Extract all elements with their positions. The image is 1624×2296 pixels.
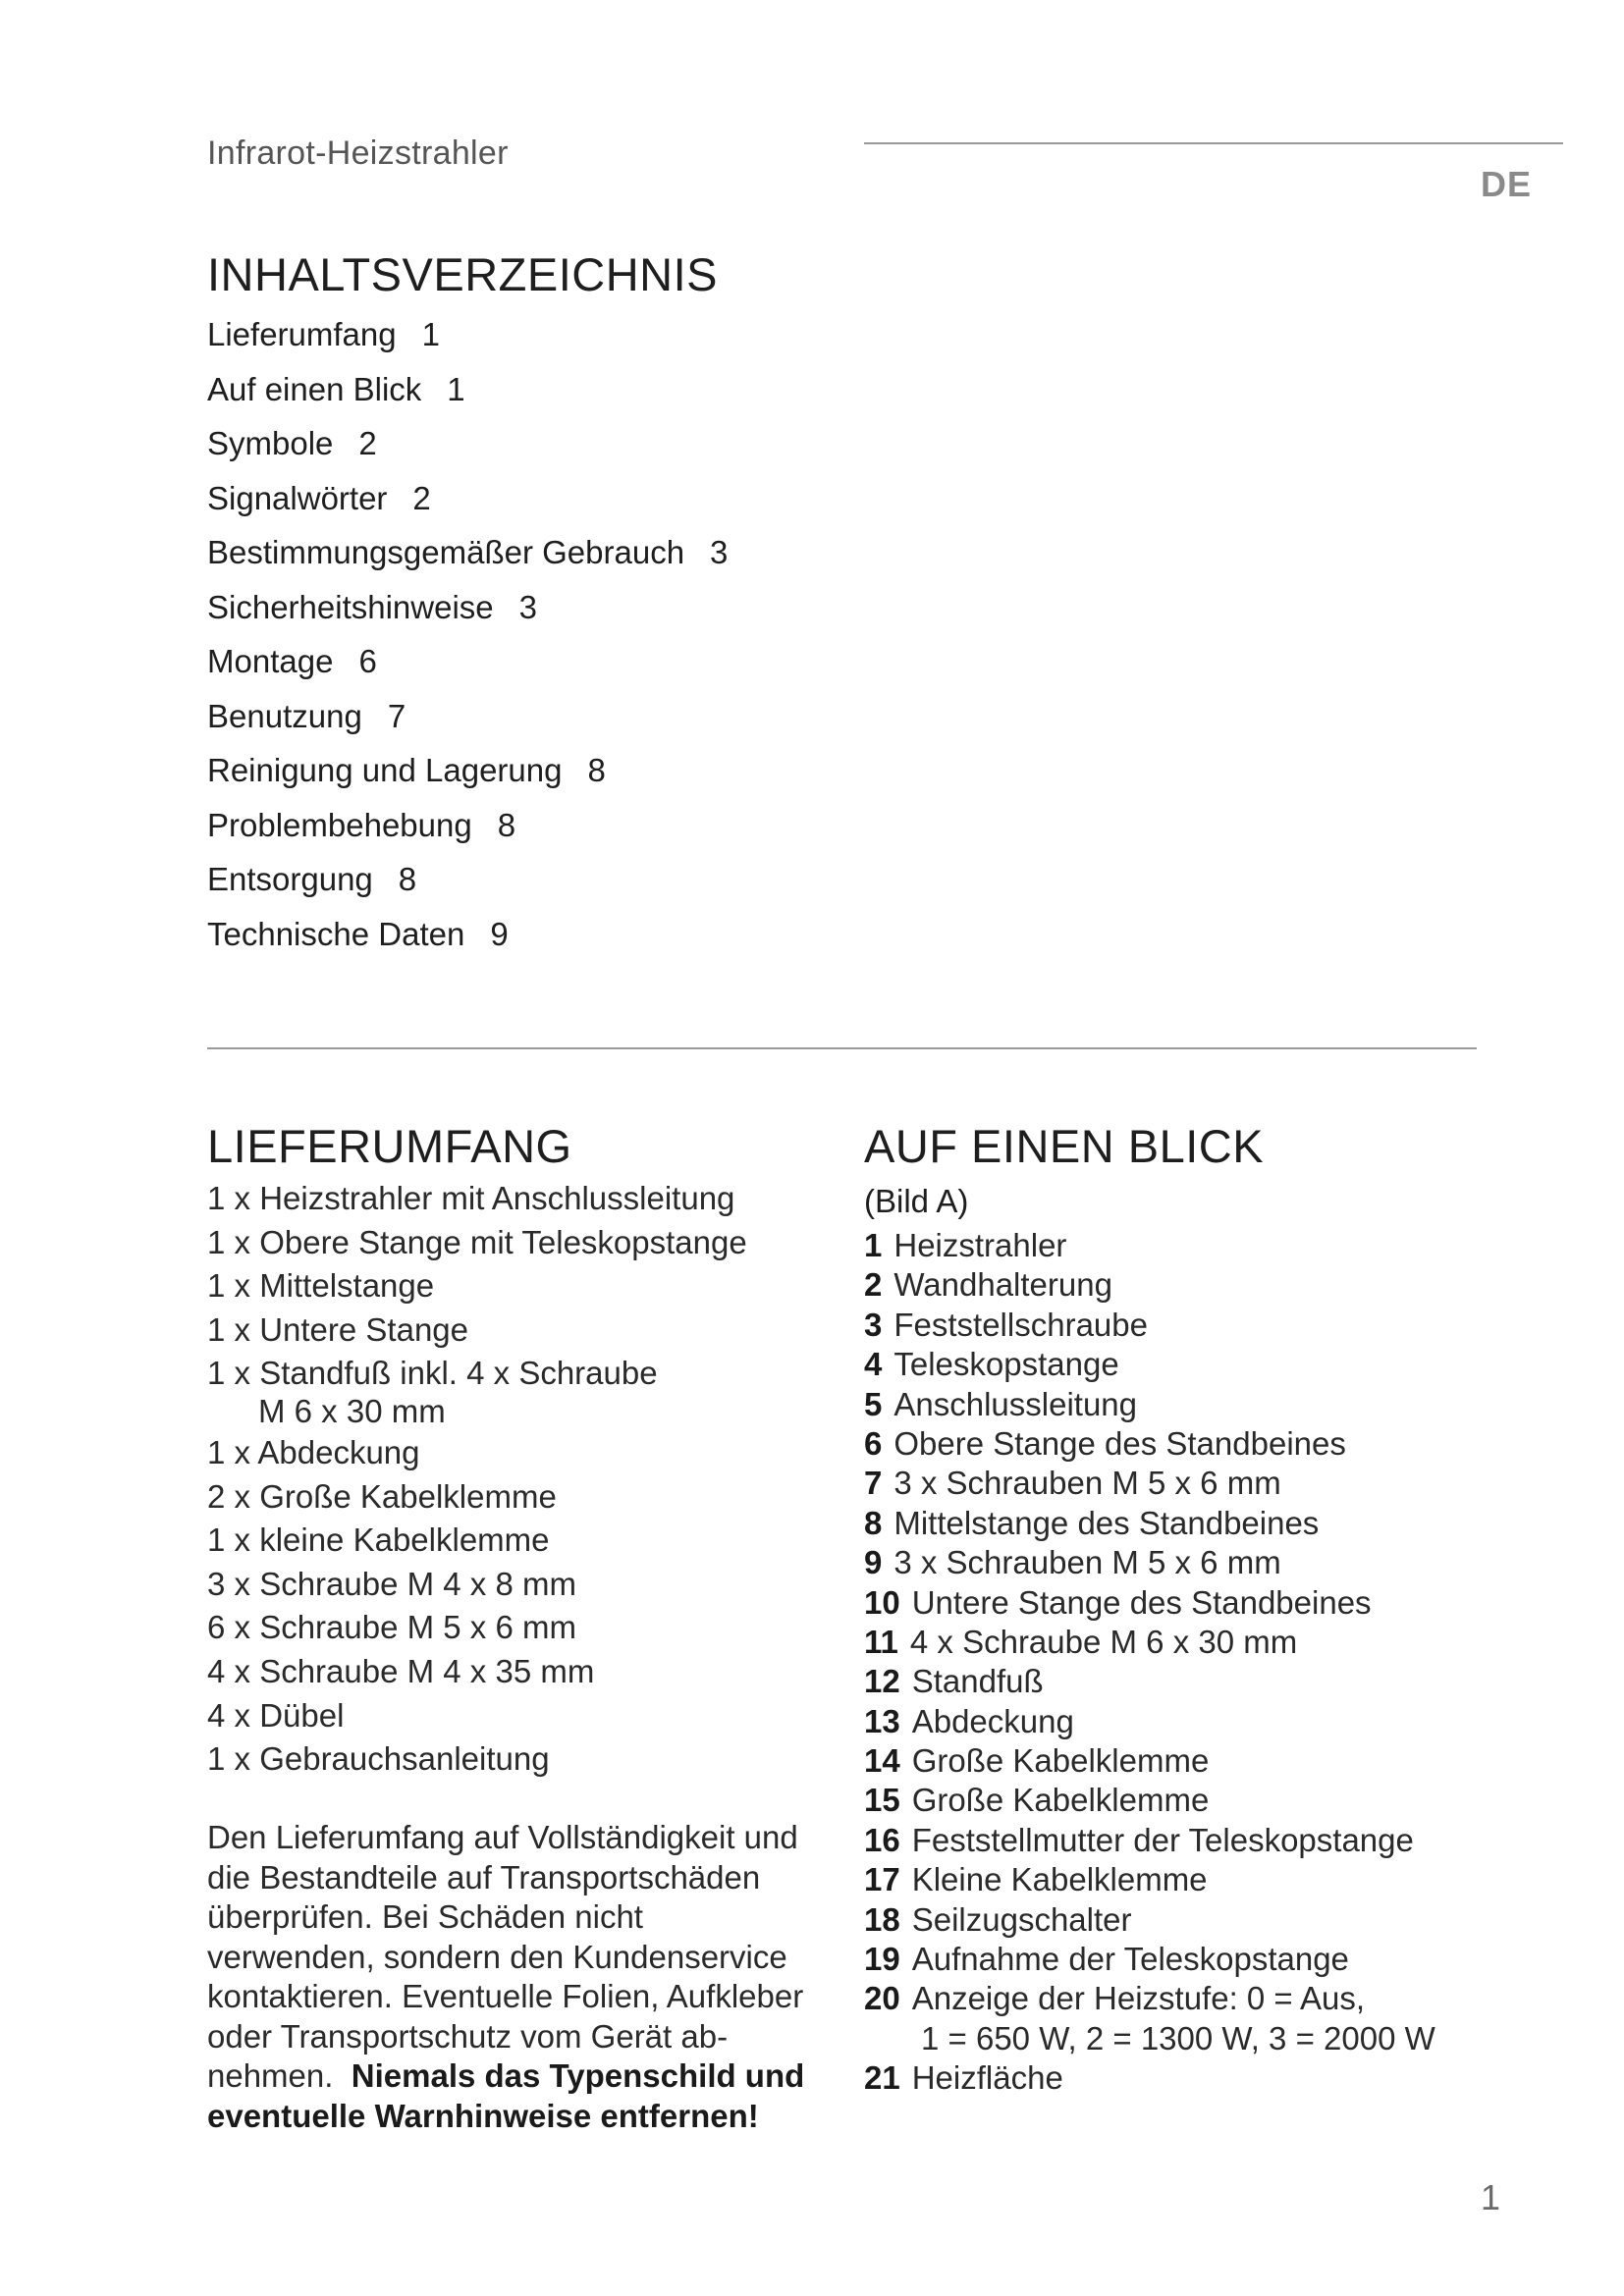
part-label: Heizstrahler [893,1227,1067,1263]
parts-list-item-continuation [864,2020,1571,2059]
part-label: Feststellmutter der Teleskopstange [911,1821,1414,1858]
parts-list-item [864,1822,1571,1861]
list-item: 1 x kleine Kabelklemme [207,1522,550,1559]
toc-item-label: Bestimmungsgemäßer Gebrauch [207,534,685,570]
parts-list-item [864,1703,1571,1742]
parts-list-item [864,1624,1571,1663]
parts-list-item [864,1861,1571,1900]
part-label: Große Kabelklemme [911,1742,1210,1780]
part-label: Aufnahme der Teleskopstange [911,1941,1349,1978]
toc-item-page: 2 [358,425,377,461]
list-item: 4 x Schraube M 4 x 35 mm [207,1652,595,1689]
list-item: 1 x Heizstrahler mit Anschlussleitung [207,1180,735,1216]
toc-item-page: 8 [587,752,606,788]
toc-item-label: Technische Daten [207,915,465,952]
part-number: 5 [864,1385,883,1422]
header-divider [864,142,1563,144]
part-number: 14 [864,1742,900,1780]
part-number: 15 [864,1782,900,1819]
toc-item[interactable] [207,480,728,535]
toc-item[interactable] [207,589,728,644]
toc-heading: INHALTSVERZEICHNIS [207,248,718,300]
toc-list [207,316,728,970]
part-number: 10 [864,1583,900,1621]
toc-item[interactable] [207,861,728,916]
part-number: 2 [864,1266,883,1304]
toc-item[interactable] [207,316,728,371]
part-label: Große Kabelklemme [911,1782,1210,1819]
toc-item[interactable] [207,643,728,698]
list-item: 1 x Abdeckung [207,1433,420,1470]
parts-list-item [864,1584,1571,1624]
part-number: 7 [864,1465,883,1502]
section-divider [207,1047,1477,1049]
document-header-title: Infrarot-Heizstrahler [207,134,509,172]
parts-list-item [864,1307,1571,1346]
part-number: 1 [864,1227,883,1263]
list-item: 2 x Große Kabelklemme [207,1477,557,1515]
part-number: 18 [864,1900,900,1938]
parts-list-item [864,1782,1571,1821]
toc-item[interactable] [207,425,728,480]
part-number: 21 [864,2059,900,2097]
parts-list-item [864,1346,1571,1385]
toc-item-page: 7 [387,697,406,734]
toc-item-page: 8 [398,861,417,897]
part-number: 9 [864,1544,883,1581]
parts-list-item [864,1544,1571,1583]
part-label: Untere Stange des Standbeines [911,1583,1372,1621]
parts-list-item [864,1980,1571,2019]
part-label: Standfuß [911,1663,1044,1700]
part-label: Heizfläche [911,2059,1063,2097]
toc-item-label: Reinigung und Lagerung [207,752,563,788]
part-label: Obere Stange des Standbeines [893,1424,1346,1462]
toc-item-page: 3 [710,534,729,570]
part-number: 17 [864,1861,900,1898]
toc-item-label: Lieferumfang [207,316,397,352]
part-number: 8 [864,1504,883,1541]
parts-list-item [864,1901,1571,1941]
toc-item-page: 9 [490,915,509,952]
toc-item-page: 2 [412,479,431,516]
part-label: Feststellschraube [893,1306,1148,1343]
parts-list [864,1227,1571,2100]
part-number: 19 [864,1941,900,1978]
list-item: 1 x Untere Stange [207,1310,468,1348]
part-number: 11 [864,1623,898,1660]
list-item: 4 x Dübel [207,1696,345,1734]
toc-item-page: 1 [421,316,440,352]
part-number: 16 [864,1821,900,1858]
language-label: DE [1481,164,1533,204]
parts-list-item [864,1465,1571,1504]
toc-item-page: 1 [447,370,465,407]
toc-item[interactable] [207,371,728,426]
lieferumfang-paragraph [207,1818,816,2136]
part-number: 6 [864,1424,883,1462]
list-item: 3 x Schraube M 4 x 8 mm [207,1565,576,1602]
part-number: 3 [864,1306,883,1343]
toc-item[interactable] [207,916,728,971]
toc-item-label: Benutzung [207,697,362,734]
part-label: Mittelstange des Standbeines [893,1504,1320,1541]
toc-item[interactable] [207,534,728,589]
part-label: Anzeige der Heizstufe: 0 = Aus, [911,1980,1366,2017]
toc-item-label: Symbole [207,425,334,461]
part-number: 20 [864,1980,900,2017]
part-label: 1 = 650 W, 2 = 1300 W, 3 = 2000 W [921,2019,1435,2056]
parts-list-item [864,1663,1571,1702]
auf-einen-blick-heading: AUF EINEN BLICK [864,1120,1265,1172]
part-number: 4 [864,1346,883,1383]
parts-list-item [864,1742,1571,1782]
list-item-continuation: M 6 x 30 mm [258,1392,446,1429]
toc-item-label: Signalwörter [207,479,388,516]
lieferumfang-heading: LIEFERUMFANG [207,1120,572,1172]
part-number: 12 [864,1663,900,1700]
toc-item[interactable] [207,752,728,807]
part-label: Abdeckung [911,1702,1074,1739]
part-label: 3 x Schrauben M 5 x 6 mm [893,1544,1281,1581]
figure-reference: (Bild A) [864,1183,969,1219]
toc-item-page: 3 [518,588,538,625]
parts-list-item [864,1505,1571,1544]
part-label: Wandhalterung [893,1266,1112,1304]
toc-item-label: Sicherheitshinweise [207,588,494,625]
toc-item-page: 6 [358,643,377,679]
list-item: 6 x Schraube M 5 x 6 mm [207,1609,576,1646]
page-number: 1 [1481,2177,1501,2217]
parts-list-item [864,1941,1571,1980]
part-label: 4 x Schraube M 6 x 30 mm [909,1623,1298,1660]
lieferumfang-text: Den Lieferumfang auf Vollständigkeit und die Bestandteile auf Transportschäden überprüfen. Bei Schäden nicht verwenden, sondern den Kundenservice kontaktieren. Eventuelle Folien, Aufkleber oder Transportschutz vom Gerät abnehmen. [207,1819,804,2094]
parts-list-item [864,1425,1571,1465]
part-label: 3 x Schrauben M 5 x 6 mm [893,1465,1281,1502]
list-item: 1 x Standfuß inkl. 4 x Schraube [207,1355,658,1392]
part-label: Kleine Kabelklemme [911,1861,1208,1898]
list-item: 1 x Obere Stange mit Teleskopstange [207,1223,747,1260]
parts-list-item [864,1386,1571,1425]
part-label: Anschlussleitung [893,1385,1138,1422]
list-item: 1 x Gebrauchsanleitung [207,1740,550,1778]
toc-item[interactable] [207,807,728,862]
part-number: 13 [864,1702,900,1739]
toc-item-label: Auf einen Blick [207,370,422,407]
parts-list-item [864,1227,1571,1266]
lieferumfang-warning: Niemals das Typenschild und eventuelle Warnhinweise entfernen! [207,2057,805,2134]
toc-item-label: Problembehebung [207,806,472,843]
toc-item-label: Montage [207,643,334,679]
part-label: Seilzugschalter [911,1900,1132,1938]
parts-list-item [864,2059,1571,2099]
toc-item[interactable] [207,698,728,753]
part-label: Teleskopstange [893,1346,1119,1383]
lieferumfang-list [207,1180,796,1785]
toc-item-page: 8 [497,806,516,843]
parts-list-item [864,1266,1571,1306]
list-item: 1 x Mittelstange [207,1267,435,1305]
toc-item-label: Entsorgung [207,861,373,897]
